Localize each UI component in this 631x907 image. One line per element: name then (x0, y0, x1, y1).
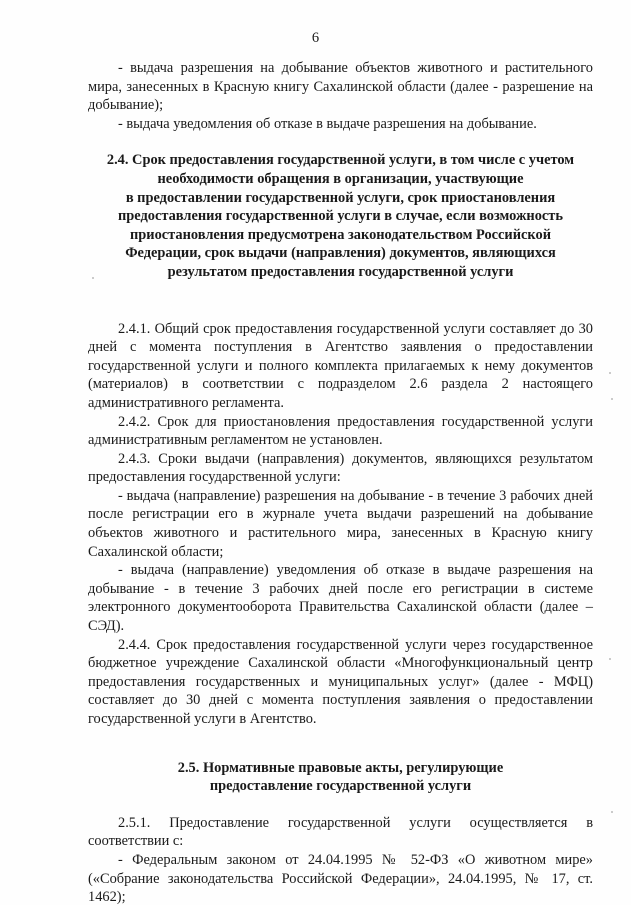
heading-line: предоставления государственной услуги в случае, если возможность (118, 208, 563, 225)
paragraph-2-4-3: 2.4.3. Сроки выдачи (направления) документов, являющихся результатом предоставления государственной услуги: (88, 450, 593, 486)
spacer (88, 282, 593, 320)
paragraph-2-4-3-item-1: - выдача (направление) разрешения на добывание - в течение 3 рабочих дней после регистрации его в журнале учета выдачи разрешений на добывание объектов животного и растительного мира, занесенных в Красную книгу Сахалинской области; (88, 487, 593, 560)
heading-line: необходимости обращения в организации, участвующие (157, 170, 524, 187)
scan-speck (609, 658, 611, 660)
page-number: 6 (311, 30, 320, 46)
paragraph-2-4-3-item-2: - выдача (направление) уведомления об отказе в выдаче разрешения на добывание - в течение 3 рабочих дней после его регистрации в системе электронного документооборота Правительства Сахалинской области (далее – СЭД). (88, 562, 593, 635)
heading-line: в предоставлении государственной услуги, срок приостановления (125, 189, 556, 206)
spacer (88, 729, 593, 759)
spacer (88, 133, 593, 151)
paragraph-2-4-1: 2.4.1. Общий срок предоставления государственной услуги составляет до 30 дней с момента поступления в Агентство заявления о предоставлении государственной услуги и полного комплекта прилагаемых к нему документов (материалов) в соответствии с подразделом 2.6 раздела 2 настоящего административного регламента. (88, 320, 593, 411)
heading-line: 2.5. Нормативные правовые акты, регулирующие (177, 759, 504, 776)
scan-speck (611, 811, 613, 813)
intro-item-2: - выдача уведомления об отказе в выдаче разрешения на добывание. (118, 115, 537, 132)
scan-speck (92, 277, 94, 279)
heading-line: результатом предоставления государственной услуги (167, 263, 514, 280)
section-2-5-heading (88, 759, 593, 796)
heading-line: приостановления предусмотрена законодательством Российской (130, 226, 551, 243)
document-body (88, 59, 593, 907)
paragraph-2-5-1-item-1: - Федеральным законом от 24.04.1995 № 52-ФЗ «О животном мире» («Собрание законодательства Российской Федерации», 24.04.1995, № 17, ст. 1462); (88, 851, 593, 906)
heading-line: предоставление государственной услуги (209, 778, 472, 795)
intro-item-1: - выдача разрешения на добывание объектов животного и растительного мира, занесенных в Красную книгу Сахалинской области (далее - разрешение на добывание); (88, 60, 593, 114)
paragraph-2-5-1: 2.5.1. Предоставление государственной услуги осуществляется в соответствии с: (88, 814, 593, 850)
paragraph-2-4-4: 2.4.4. Срок предоставления государственной услуги через государственное бюджетное учреждение Сахалинской области «Многофункциональный центр предоставления государственных и муниципальных услуг» (далее - МФЦ) составляет до 30 дней с момента поступления заявления о предоставлении государственной услуги в Агентство. (88, 636, 593, 727)
paragraph-2-4-2: 2.4.2. Срок для приостановления предоставления государственной услуги административным регламентом не установлен. (88, 413, 593, 449)
spacer (88, 796, 593, 814)
section-2-4-heading (88, 151, 593, 281)
scan-speck (609, 372, 611, 374)
heading-line: 2.4. Срок предоставления государственной услуги, в том числе с учетом (106, 152, 575, 169)
heading-line: Федерации, срок выдачи (направления) документов, являющихся (125, 245, 556, 262)
scan-speck (611, 398, 613, 400)
